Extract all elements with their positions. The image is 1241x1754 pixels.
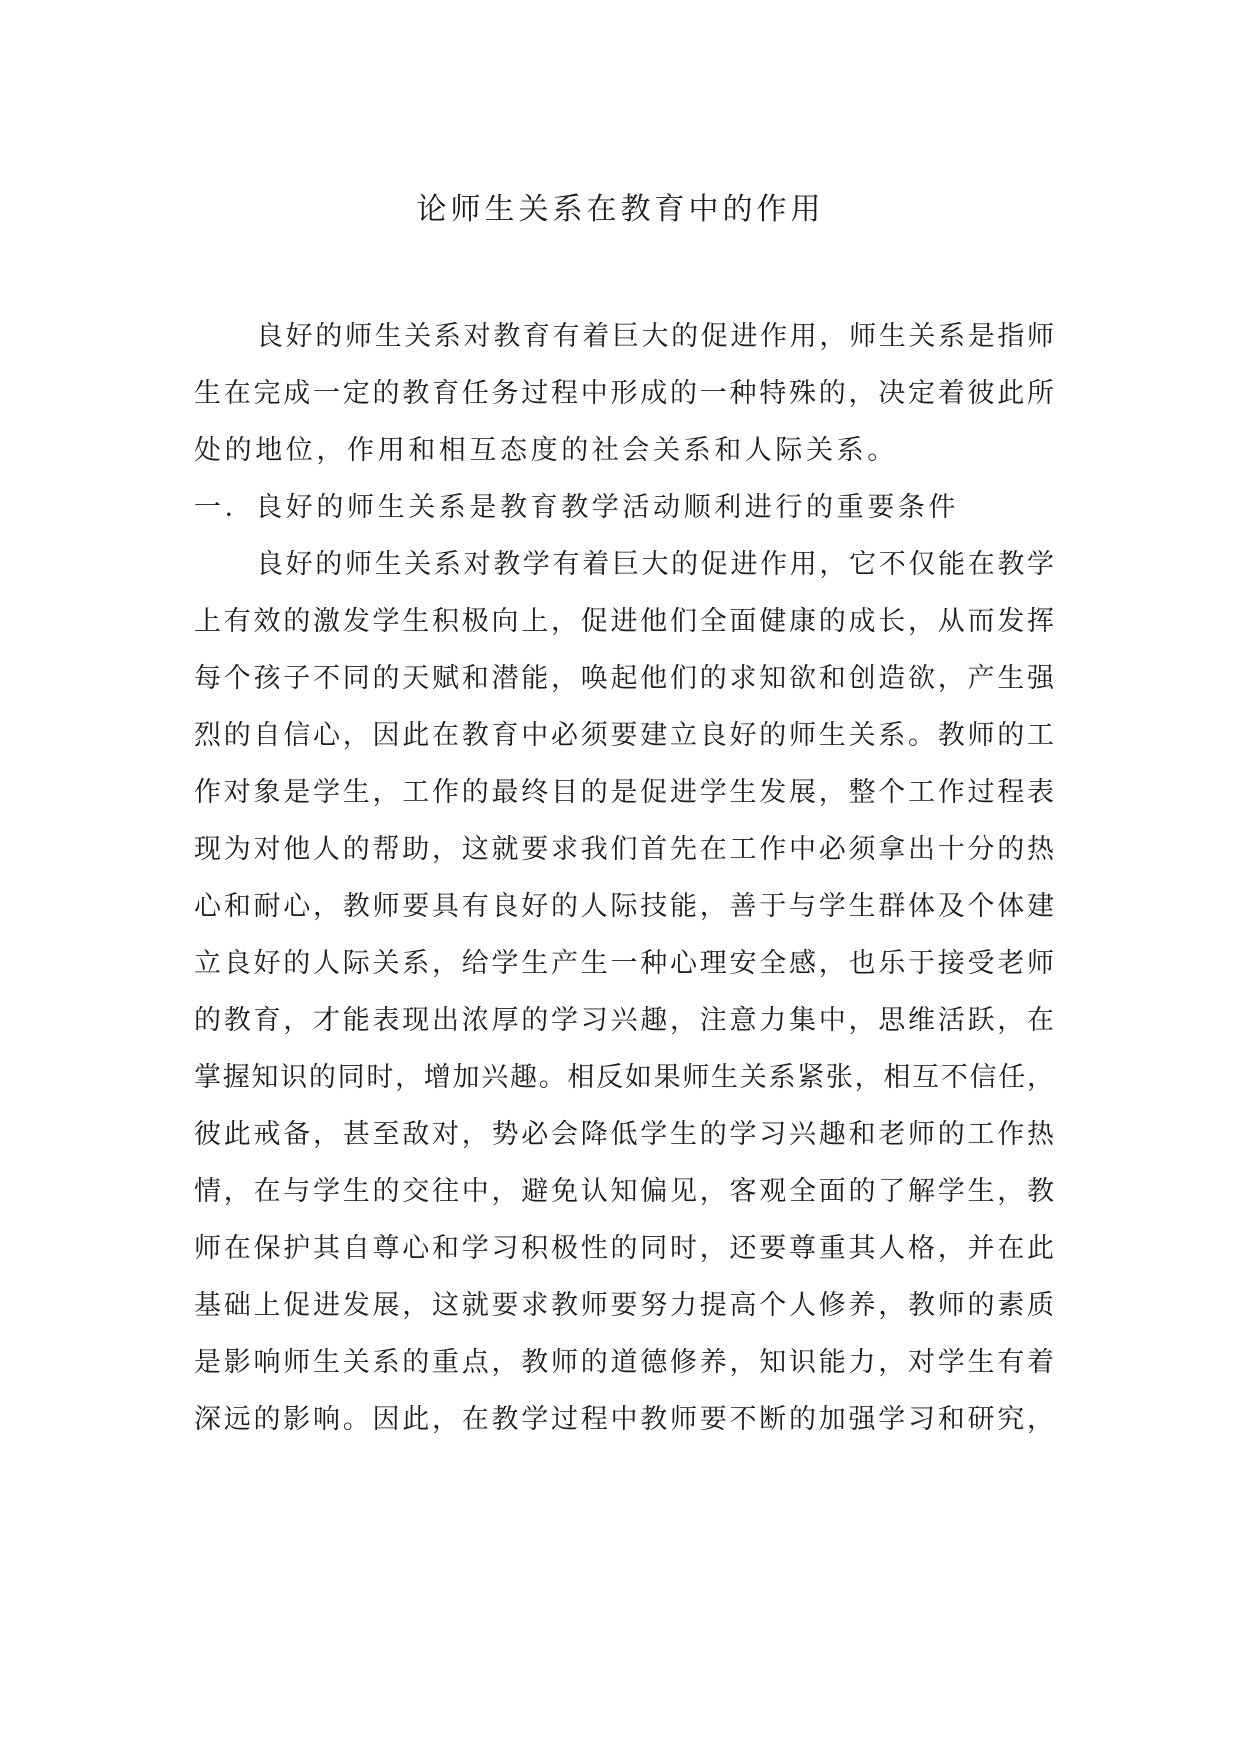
- paragraph-2-line-1: 良好的师生关系对教学有着巨大的促进作用，它不仅能在教学: [256, 549, 1054, 580]
- paragraph-2-line-15: 是影响师生关系的重点，教师的道德修养，知识能力，对学生有着: [194, 1347, 1054, 1378]
- paragraph-2-line-3: 每个孩子不同的天赋和潜能，唤起他们的求知欲和创造欲，产生强: [194, 663, 1054, 694]
- paragraph-2-line-5: 作对象是学生，工作的最终目的是促进学生发展，整个工作过程表: [194, 777, 1054, 808]
- paragraph-2-line-14: 基础上促进发展，这就要求教师要努力提高个人修养，教师的素质: [194, 1290, 1054, 1321]
- section-heading-1: 一．良好的师生关系是教育教学活动顺利进行的重要条件: [194, 492, 959, 523]
- paragraph-2-line-7: 心和耐心，教师要具有良好的人际技能，善于与学生群体及个体建: [194, 891, 1054, 922]
- paragraph-1-line-2: 生在完成一定的教育任务过程中形成的一种特殊的，决定着彼此所: [194, 378, 1054, 409]
- paragraph-2-line-4: 烈的自信心，因此在教育中必须要建立良好的师生关系。教师的工: [194, 720, 1054, 751]
- paragraph-2-line-2: 上有效的激发学生积极向上，促进他们全面健康的成长，从而发挥: [194, 606, 1054, 637]
- document-title: 论师生关系在教育中的作用: [416, 192, 825, 227]
- paragraph-2-line-16: 深远的影响。因此，在教学过程中教师要不断的加强学习和研究，: [194, 1404, 1054, 1435]
- paragraph-2-line-6: 现为对他人的帮助，这就要求我们首先在工作中必须拿出十分的热: [194, 834, 1054, 865]
- paragraph-2-line-10: 掌握知识的同时，增加兴趣。相反如果师生关系紧张，相互不信任，: [194, 1062, 1054, 1093]
- paragraph-2-line-11: 彼此戒备，甚至敌对，势必会降低学生的学习兴趣和老师的工作热: [194, 1119, 1054, 1150]
- paragraph-2-line-8: 立良好的人际关系，给学生产生一种心理安全感，也乐于接受老师: [194, 948, 1054, 979]
- paragraph-2-line-9: 的教育，才能表现出浓厚的学习兴趣，注意力集中，思维活跃，在: [194, 1005, 1054, 1036]
- paragraph-1-line-1: 良好的师生关系对教育有着巨大的促进作用，师生关系是指师: [256, 321, 1054, 352]
- paragraph-1-line-3: 处的地位，作用和相互态度的社会关系和人际关系。: [194, 435, 898, 466]
- paragraph-2-line-13: 师在保护其自尊心和学习积极性的同时，还要尊重其人格，并在此: [194, 1233, 1054, 1264]
- paragraph-2-line-12: 情，在与学生的交往中，避免认知偏见，客观全面的了解学生，教: [194, 1176, 1054, 1207]
